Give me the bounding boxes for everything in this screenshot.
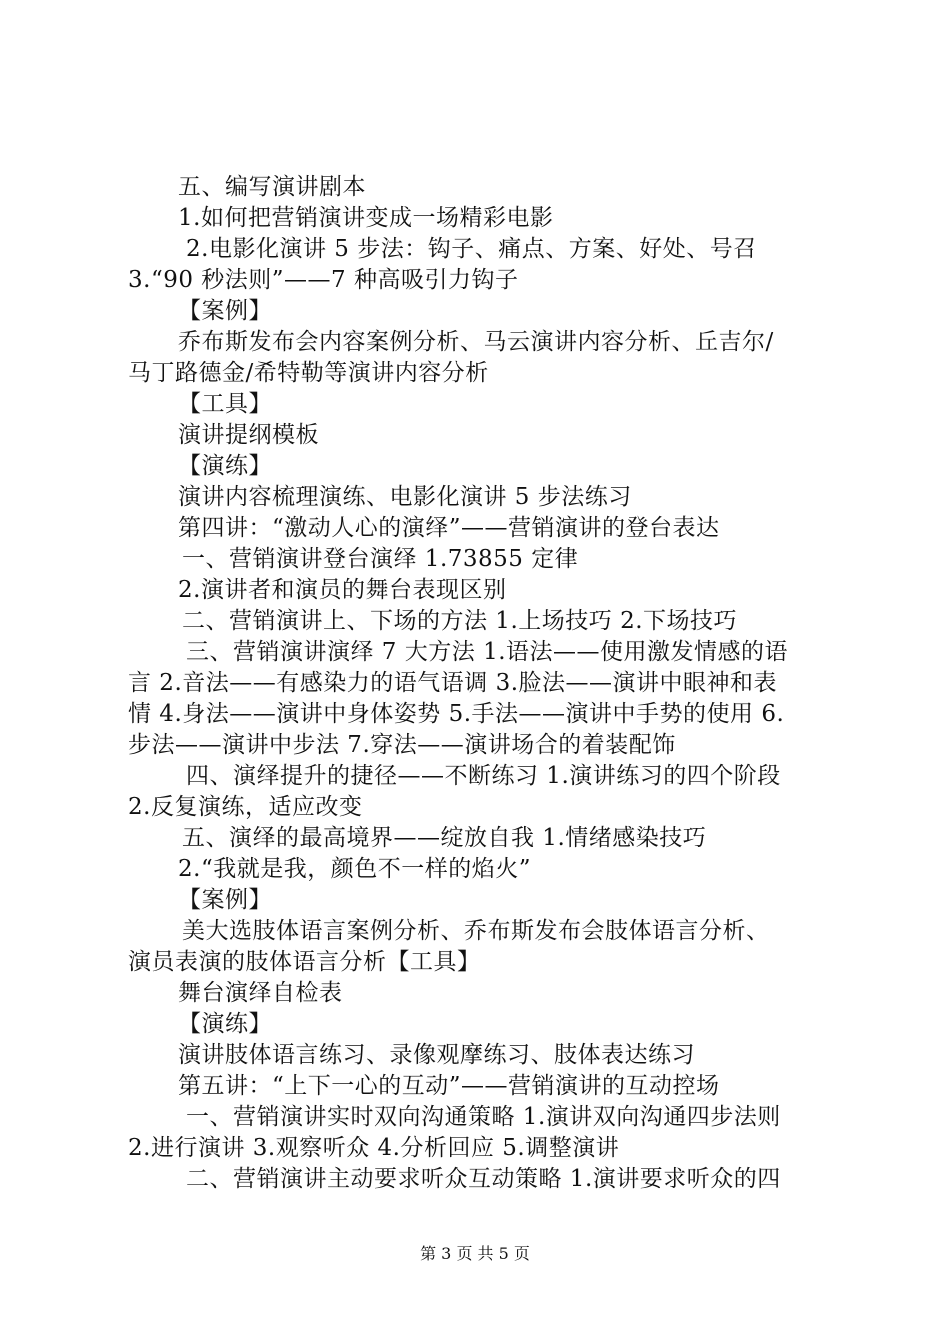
- text-line: 三、营销演讲演绎 7 大方法 1.语法——使用激发情感的语: [186, 639, 789, 665]
- text-line: 1.如何把营销演讲变成一场精彩电影: [178, 205, 554, 231]
- text-line: 情 4.身法——演讲中身体姿势 5.手法——演讲中手势的使用 6.: [128, 701, 785, 727]
- text-line: 演讲提纲模板: [178, 422, 319, 448]
- text-line: 二、营销演讲主动要求听众互动策略 1.演讲要求听众的四: [186, 1166, 781, 1192]
- text-line: 言 2.音法——有感染力的语气语调 3.脸法——演讲中眼神和表: [128, 670, 778, 696]
- body-text: [128, 172, 833, 1195]
- text-line: 【演练】: [178, 1011, 272, 1037]
- text-line: 乔布斯发布会内容案例分析、马云演讲内容分析、丘吉尔/: [178, 329, 774, 355]
- text-line: 马丁路德金/希特勒等演讲内容分析: [128, 360, 489, 386]
- text-line: 【演练】: [178, 453, 272, 479]
- text-line: 美大选肢体语言案例分析、乔布斯发布会肢体语言分析、: [182, 918, 770, 944]
- text-line: 第四讲：“激动人心的演绎”——营销演讲的登台表达: [178, 515, 720, 541]
- text-line: 2.反复演练，适应改变: [128, 794, 363, 820]
- text-line: 二、营销演讲上、下场的方法 1.上场技巧 2.下场技巧: [182, 608, 738, 634]
- text-line: 2.演讲者和演员的舞台表现区别: [178, 577, 507, 603]
- text-line: 第五讲：“上下一心的互动”——营销演讲的互动控场: [178, 1073, 720, 1099]
- text-line: 演讲内容梳理演练、电影化演讲 5 步法练习: [178, 484, 632, 510]
- text-line: 四、演绎提升的捷径——不断练习 1.演讲练习的四个阶段: [186, 763, 781, 789]
- text-line: 五、演绎的最高境界——绽放自我 1.情绪感染技巧: [182, 825, 707, 851]
- text-line: 2.进行演讲 3.观察听众 4.分析回应 5.调整演讲: [128, 1135, 620, 1161]
- text-line: 舞台演绎自检表: [178, 980, 343, 1006]
- text-line: 2.电影化演讲 5 步法：钩子、痛点、方案、好处、号召: [186, 236, 757, 262]
- text-line: 演讲肢体语言练习、录像观摩练习、肢体表达练习: [178, 1042, 695, 1068]
- text-line: 【案例】: [178, 298, 272, 324]
- page-footer: 第 3 页 共 5 页: [420, 1244, 530, 1263]
- text-line: 五、编写演讲剧本: [178, 174, 366, 200]
- text-line: 一、营销演讲登台演绎 1.73855 定律: [182, 546, 579, 572]
- text-line: 演员表演的肢体语言分析【工具】: [128, 949, 481, 975]
- text-line: 2.“我就是我，颜色不一样的焰火”: [178, 856, 531, 882]
- text-line: 【工具】: [178, 391, 272, 417]
- text-line: 【案例】: [178, 887, 272, 913]
- text-line: 3.“90 秒法则”——7 种高吸引力钩子: [128, 267, 519, 293]
- text-line: 一、营销演讲实时双向沟通策略 1.演讲双向沟通四步法则: [186, 1104, 781, 1130]
- text-line: 步法——演讲中步法 7.穿法——演讲场合的着装配饰: [128, 732, 676, 758]
